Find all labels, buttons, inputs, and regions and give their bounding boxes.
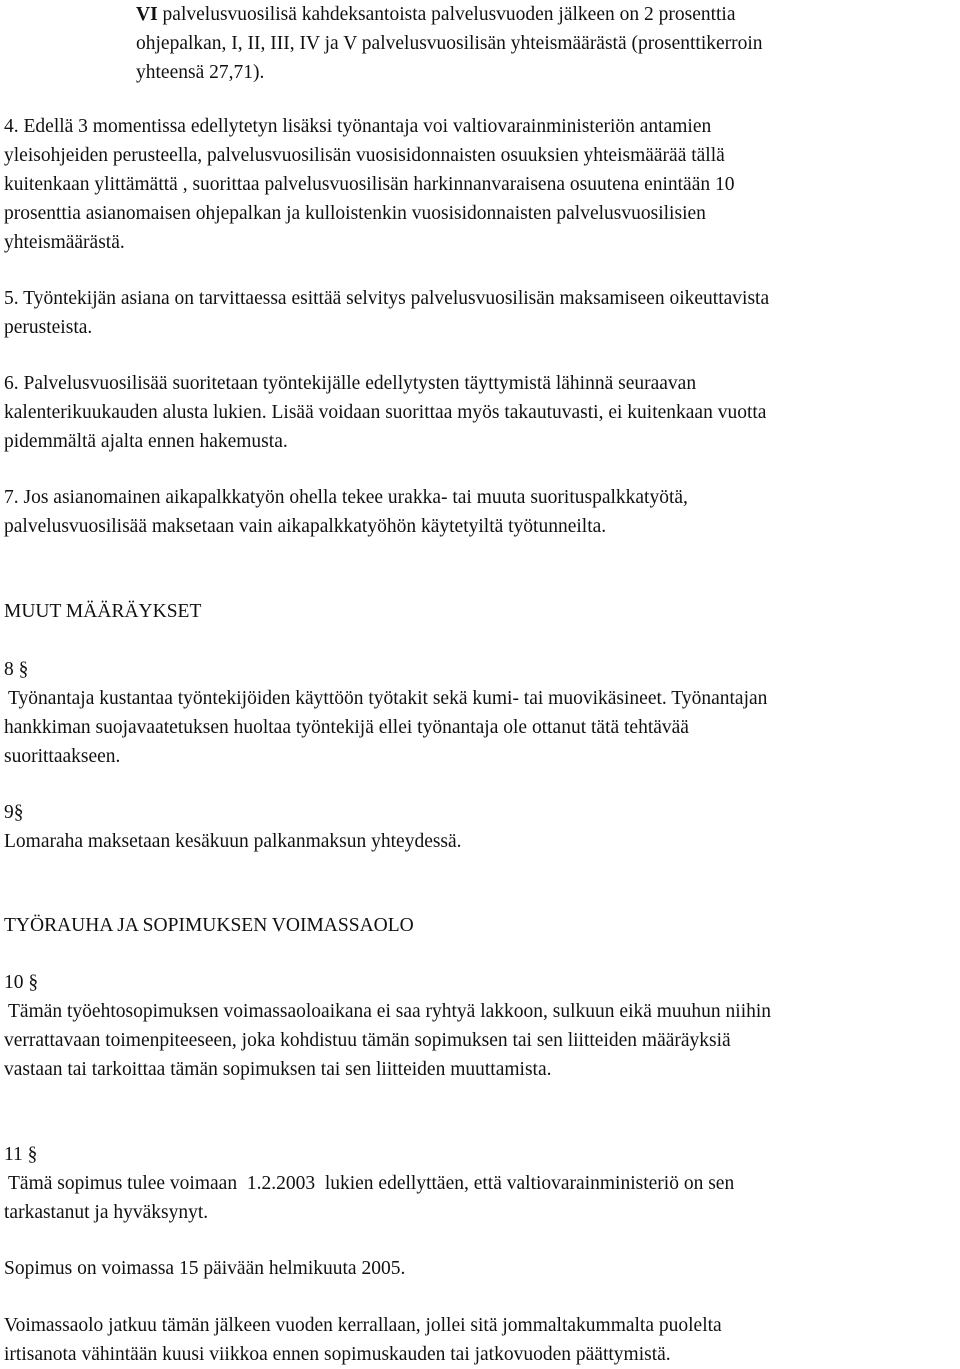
paragraph-4-line1: 4. Edellä 3 momentissa edellytetyn lisäksi työnantaja voi valtiovarainministeriön antamien [4,116,712,137]
section-8-text [4,684,956,771]
paragraph-7-line1: 7. Jos asianomainen aikapalkkatyön ohella tekee urakka- tai muuta suorituspalkkatyötä, [4,487,688,508]
paragraph-4-line5: yhteismäärästä. [4,232,125,253]
section-11-text [4,1169,956,1227]
vi-line2: ohjepalkan, I, II, III, IV ja V palvelusvuosilisän yhteismäärästä (prosenttikerroin [136,33,763,54]
paragraph-4-line2: yleisohjeiden perusteella, palvelusvuosilisän vuosisidonnaisten osuuksien yhteismäärää tällä [4,145,725,166]
continuation-line1: Voimassaolo jatkuu tämän jälkeen vuoden kerrallaan, jollei sitä jommaltakummalta puolelta [4,1315,722,1336]
section-8-line2: hankkiman suojavaatetuksen huoltaa työntekijä ellei työnantaja ole ottanut tätä tehtävää [4,717,689,738]
heading-tyorauha: TYÖRAUHA JA SOPIMUKSEN VOIMASSAOLO [4,915,414,936]
paragraph-5 [4,284,956,342]
section-10-line2: verrattavaan toimenpiteeseen, joka kohdistuu tämän sopimuksen tai sen liitteiden määräyksiä [4,1030,731,1051]
section-8-line3: suorittaakseen. [4,746,121,767]
paragraph-5-line2: perusteista. [4,317,93,338]
section-11-line2: tarkastanut ja hyväksynyt. [4,1202,209,1223]
validity-line: Sopimus on voimassa 15 päivään helmikuuta 2005. [4,1258,406,1279]
vi-paragraph [136,0,956,87]
paragraph-5-line1: 5. Työntekijän asiana on tarvittaessa esittää selvitys palvelusvuosilisän maksamiseen oikeuttavista [4,288,770,309]
validity-text [4,1254,956,1283]
paragraph-4-line3: kuitenkaan ylittämättä , suorittaa palvelusvuosilisän harkinnanvaraisena osuutena enintään 10 [4,174,735,195]
paragraph-6-line3: pidemmältä ajalta ennen hakemusta. [4,431,288,452]
section-8-number: 8 § [4,659,29,680]
section-10-number: 10 § [4,972,39,993]
section-9-text [4,827,956,856]
continuation-line2: irtisanota vähintään kuusi viikkoa ennen sopimuskauden tai jatkovuoden päättymistä. [4,1344,671,1365]
paragraph-7-line2: palvelusvuosilisää maksetaan vain aikapalkkatyöhön käytetyiltä työtunneilta. [4,516,607,537]
paragraph-4 [4,112,956,257]
section-8-line1: Työnantaja kustantaa työntekijöiden käyttöön työtakit sekä kumi- tai muovikäsineet. Työnantajan [8,688,768,709]
section-10-line1: Tämän työehtosopimuksen voimassaoloaikana ei saa ryhtyä lakkoon, sulkuun eikä muuhun niihin [8,1001,772,1022]
continuation-text [4,1311,956,1369]
section-10-text [4,997,956,1084]
paragraph-7 [4,483,956,541]
paragraph-6-line1: 6. Palvelusvuosilisää suoritetaan työntekijälle edellytysten täyttymistä lähinnä seuraavan [4,373,697,394]
vi-label: VI [136,4,158,25]
section-11-number: 11 § [4,1144,38,1165]
paragraph-4-line4: prosenttia asianomaisen ohjepalkan ja kulloistenkin vuosisidonnaisten palvelusvuosilisien [4,203,706,224]
heading-muut-maaraykset: MUUT MÄÄRÄYKSET [4,601,202,622]
section-10-line3: vastaan tai tarkoittaa tämän sopimuksen tai sen liitteiden muuttamista. [4,1059,552,1080]
vi-line3: yhteensä 27,71). [136,62,265,83]
section-9-number: 9§ [4,802,24,823]
section-9-line1: Lomaraha maksetaan kesäkuun palkanmaksun yhteydessä. [4,831,462,852]
paragraph-6-line2: kalenterikuukauden alusta lukien. Lisää voidaan suorittaa myös takautuvasti, ei kuitenkaan vuotta [4,402,767,423]
section-11-line1: Tämä sopimus tulee voimaan 1.2.2003 lukien edellyttäen, että valtiovarainministeriö on sen [8,1173,735,1194]
paragraph-6 [4,369,956,456]
vi-line1: palvelusvuosilisä kahdeksantoista palvelusvuoden jälkeen on 2 prosenttia [162,4,736,25]
